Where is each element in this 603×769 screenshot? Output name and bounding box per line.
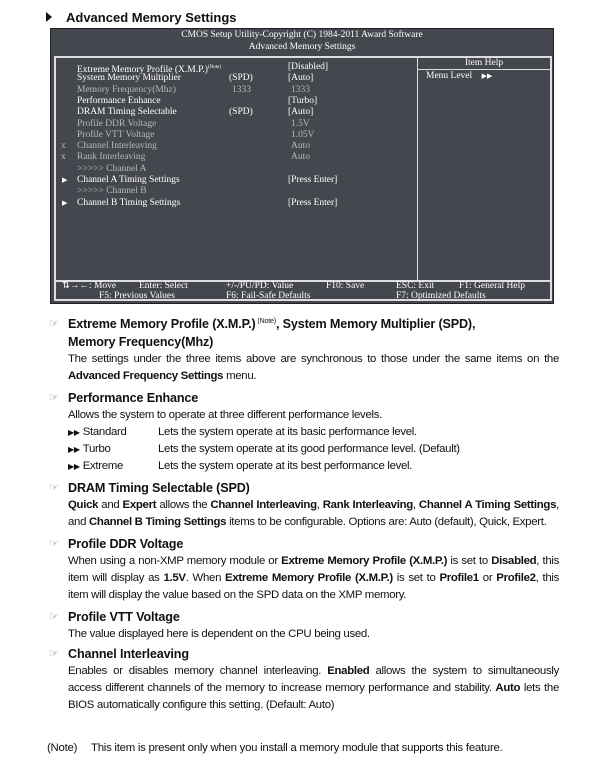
text: Channel Interleaving bbox=[68, 647, 189, 661]
option-item bbox=[49, 424, 559, 441]
bold-text: Advanced Frequency Settings bbox=[68, 370, 224, 382]
setting-value: 1.05V bbox=[291, 129, 315, 140]
key-fail-safe: F6: Fail-Safe Defaults bbox=[226, 291, 311, 301]
double-arrow-icon: ▶▶ bbox=[68, 462, 80, 471]
note-label: (Note) bbox=[47, 742, 78, 754]
double-arrow-icon: ▶▶ bbox=[481, 72, 493, 80]
text: DRAM Timing Selectable (SPD) bbox=[68, 481, 250, 495]
menu-level-label: Menu Level bbox=[426, 71, 473, 81]
text: is set to bbox=[447, 555, 492, 567]
setting-label: >>>>> Channel B bbox=[77, 186, 147, 197]
setting-current: (SPD) bbox=[229, 73, 253, 84]
setting-value: Auto bbox=[291, 141, 310, 152]
text: and bbox=[98, 499, 123, 511]
text: Extreme Memory Profile (X.M.P.) bbox=[68, 317, 256, 331]
text: , and bbox=[68, 499, 559, 528]
setting-value: [Press Enter] bbox=[288, 197, 338, 208]
option-name bbox=[68, 458, 158, 475]
key-help: F1: General Help bbox=[459, 281, 525, 291]
text: Profile VTT Voltage bbox=[68, 610, 180, 624]
setting-label: >>>>> Channel A bbox=[77, 163, 147, 174]
setting-label: Channel B Timing Settings bbox=[77, 197, 181, 208]
text: Profile DDR Voltage bbox=[68, 537, 184, 551]
bold-text: Expert bbox=[122, 499, 157, 511]
bold-text: Profile2 bbox=[496, 572, 536, 584]
section-2 bbox=[49, 479, 559, 531]
option-label: Turbo bbox=[82, 443, 111, 455]
item-help-title: Item Help bbox=[418, 58, 550, 70]
section-heading bbox=[49, 608, 559, 626]
bold-text: Disabled bbox=[491, 555, 537, 567]
section-heading bbox=[49, 479, 559, 497]
bold-text: Rank Interleaving bbox=[322, 499, 413, 511]
text: or bbox=[478, 572, 497, 584]
section-heading bbox=[49, 645, 559, 663]
key-save: F10: Save bbox=[326, 281, 365, 291]
setting-label: Extreme Memory Profile $(X.M.P.)^{(Note)}$ bbox=[77, 65, 221, 76]
submenu-arrow-icon: ▶ bbox=[62, 198, 68, 207]
option-label: Standard bbox=[82, 426, 127, 438]
setting-value: Auto bbox=[291, 152, 310, 163]
pointing-hand-icon: ☞ bbox=[49, 392, 59, 404]
bold-text: Channel B Timing Settings bbox=[88, 516, 227, 528]
bold-text: Auto bbox=[495, 682, 521, 694]
key-value: +/-/PU/PD: Value bbox=[226, 281, 294, 291]
setting-current: 1333 bbox=[232, 84, 251, 95]
bold-text: Extreme Memory Profile (X.M.P.) bbox=[281, 555, 448, 567]
note-marker: (Note) bbox=[255, 317, 276, 325]
section-4 bbox=[49, 608, 559, 643]
text: The settings under the three items above are synchronous to those under the same items on the bbox=[68, 353, 559, 365]
setting-value: [Press Enter] bbox=[288, 175, 338, 185]
text: allows the bbox=[156, 499, 211, 511]
bold-text: Channel Interleaving bbox=[210, 499, 317, 511]
key-previous-values: F5: Previous Values bbox=[99, 291, 175, 301]
section-list bbox=[49, 315, 559, 714]
section-1 bbox=[49, 389, 559, 475]
text: allows the system to simultaneously access different channels of the memory to increase memory performance and stability. bbox=[68, 665, 559, 694]
text: . When bbox=[185, 572, 226, 584]
setting-label: Rank Interleaving bbox=[77, 152, 146, 163]
section-body bbox=[49, 553, 559, 604]
bios-header-menu: Advanced Memory Settings bbox=[248, 42, 356, 52]
text: items to be configurable. Options are: Auto (default), Quick, Expert. bbox=[226, 516, 547, 528]
page-title-text: Advanced Memory Settings bbox=[66, 10, 237, 25]
setting-label: Channel A Timing Settings bbox=[77, 175, 180, 185]
pointing-hand-icon: ☞ bbox=[49, 318, 59, 330]
section-5 bbox=[49, 645, 559, 714]
text: , this item will display as bbox=[68, 555, 559, 584]
submenu-arrow-icon: ▶ bbox=[62, 176, 68, 184]
text: Allows the system to operate at three different performance levels. bbox=[68, 409, 382, 421]
text: , System Memory Multiplier (SPD), bbox=[275, 317, 476, 331]
option-name bbox=[68, 424, 158, 441]
option-desc: Lets the system operate at its basic performance level. bbox=[158, 426, 417, 438]
text: , bbox=[412, 499, 419, 511]
footnote bbox=[47, 740, 559, 757]
option-name bbox=[68, 441, 158, 458]
text: Enables or disables memory channel interleaving. bbox=[68, 665, 328, 677]
option-desc: Lets the system operate at its best performance level. bbox=[158, 460, 413, 472]
setting-label: Profile VTT Voltage bbox=[77, 129, 155, 140]
setting-value: 1.5V bbox=[291, 118, 310, 129]
section-body bbox=[49, 497, 559, 531]
key-move: ⇅→←: Move bbox=[62, 281, 117, 291]
key-select: Enter: Select bbox=[139, 281, 188, 291]
setting-label: Performance Enhance bbox=[77, 95, 161, 106]
bold-text: Profile1 bbox=[439, 572, 479, 584]
disabled-marker: x bbox=[61, 152, 66, 163]
text: is set to bbox=[392, 572, 440, 584]
setting-label: Channel Interleaving bbox=[77, 141, 157, 152]
setting-label: DRAM Timing Selectable bbox=[77, 107, 177, 118]
bold-text: Enabled bbox=[327, 665, 370, 677]
setting-value: [Disabled] bbox=[288, 62, 329, 72]
disabled-marker: x bbox=[61, 141, 66, 152]
text: The value displayed here is dependent on the CPU being used. bbox=[68, 628, 370, 640]
section-0 bbox=[49, 315, 559, 385]
text: When using a non-XMP memory module or bbox=[68, 555, 282, 567]
option-label: Extreme bbox=[82, 460, 124, 472]
pointing-hand-icon: ☞ bbox=[49, 482, 59, 494]
section-body bbox=[49, 407, 559, 424]
section-body bbox=[49, 351, 559, 385]
setting-label: Memory Frequency(Mhz) bbox=[77, 84, 176, 95]
section-3 bbox=[49, 535, 559, 604]
setting-value: 1333 bbox=[291, 84, 310, 95]
setting-value: [Auto] bbox=[288, 73, 314, 84]
section-body bbox=[49, 626, 559, 643]
note-marker: (Note) bbox=[207, 65, 221, 70]
section-heading-cont: Memory Frequency(Mhz) bbox=[68, 335, 214, 349]
setting-label: System Memory Multiplier bbox=[77, 73, 181, 84]
double-arrow-icon: ▶▶ bbox=[68, 428, 80, 437]
key-optimized: F7: Optimized Defaults bbox=[396, 291, 486, 301]
note-text: This item is present only when you install a memory module that supports this feature. bbox=[91, 742, 503, 754]
setting-value: [Auto] bbox=[288, 107, 314, 118]
section-heading bbox=[49, 315, 559, 333]
setting-value: [Turbo] bbox=[288, 95, 318, 106]
text: lets the BIOS automatically configure this setting. (Default: Auto) bbox=[68, 682, 559, 711]
pointing-hand-icon: ☞ bbox=[49, 611, 59, 623]
text: Performance Enhance bbox=[68, 391, 199, 405]
option-item bbox=[49, 458, 559, 475]
bold-text: Extreme Memory Profile (X.M.P.) bbox=[225, 572, 393, 584]
option-desc: Lets the system operate at its good performance level. (Default) bbox=[158, 443, 460, 455]
bold-text: Channel A Timing Settings bbox=[418, 499, 557, 511]
section-heading bbox=[49, 389, 559, 407]
text: , bbox=[316, 499, 323, 511]
double-arrow-icon: ▶▶ bbox=[68, 445, 80, 454]
key-exit: ESC: Exit bbox=[396, 281, 435, 291]
text: menu. bbox=[223, 370, 257, 382]
option-item bbox=[49, 441, 559, 458]
text: , this item will display the value based on the SPD data on the XMP memory. bbox=[68, 572, 559, 601]
section-heading bbox=[49, 535, 559, 553]
bios-header-copyright: CMOS Setup Utility-Copyright (C) 1984-2011 Award Software bbox=[181, 30, 423, 40]
section-body bbox=[49, 663, 559, 714]
pointing-hand-icon: ☞ bbox=[49, 538, 59, 550]
bold-text: Quick bbox=[68, 499, 99, 511]
bold-text: 1.5V bbox=[163, 572, 186, 584]
setting-label: Profile DDR Voltage bbox=[77, 118, 157, 129]
setting-current: (SPD) bbox=[229, 107, 253, 118]
pointing-hand-icon: ☞ bbox=[49, 648, 59, 660]
